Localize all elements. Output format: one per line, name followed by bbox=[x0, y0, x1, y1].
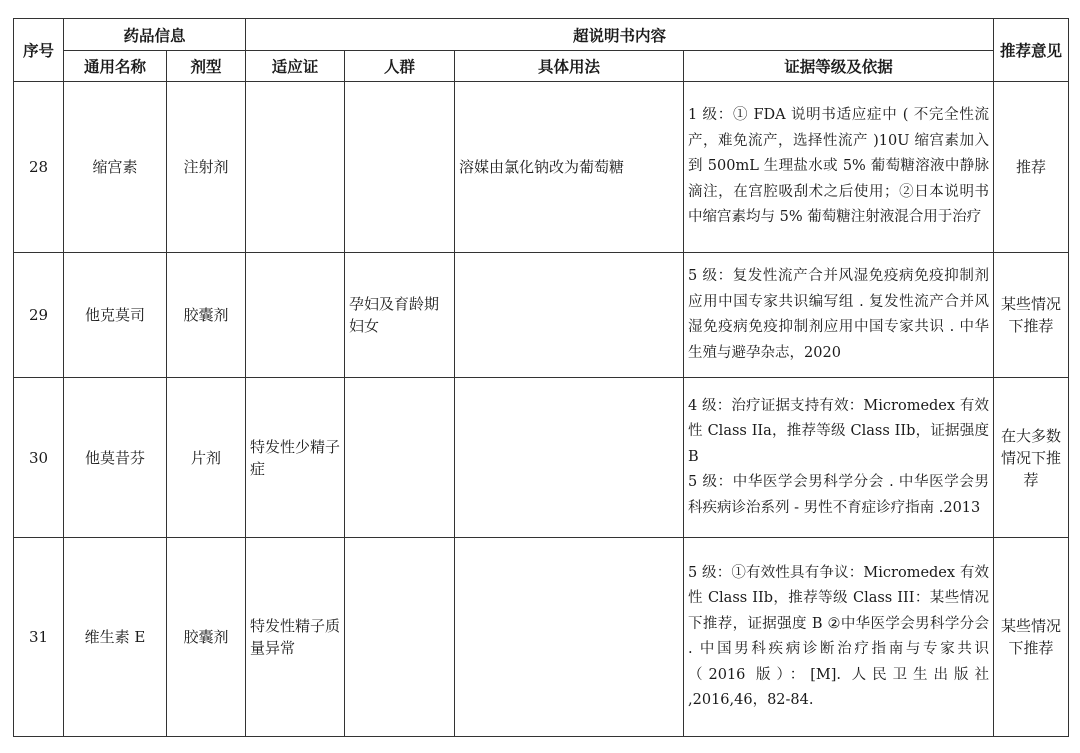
cell-form: 胶囊剂 bbox=[167, 538, 246, 737]
cell-seq: 30 bbox=[14, 378, 64, 538]
cell-recommendation: 某些情况下推荐 bbox=[994, 538, 1069, 737]
header-off-label: 超说明书内容 bbox=[246, 19, 994, 51]
cell-population: 孕妇及育龄期妇女 bbox=[345, 253, 455, 378]
cell-usage: 溶媒由氯化钠改为葡萄糖 bbox=[455, 82, 684, 253]
cell-evidence bbox=[684, 378, 994, 538]
cell-population bbox=[345, 82, 455, 253]
cell-indication bbox=[246, 253, 345, 378]
cell-evidence: 1 级：① FDA 说明书适应症中 ( 不完全性流产，难免流产，选择性流产 )10U 缩宫素加入到 500mL 生理盐水或 5% 葡萄糖溶液中静脉滴注，在宫腔吸刮术之后使用；②日本说明书中缩宫素均与 5% 葡萄糖注射液混合用于治疗 bbox=[684, 82, 994, 253]
table-row bbox=[14, 253, 1069, 378]
cell-form: 胶囊剂 bbox=[167, 253, 246, 378]
cell-population bbox=[345, 378, 455, 538]
cell-usage bbox=[455, 253, 684, 378]
header-seq: 序号 bbox=[14, 19, 64, 82]
cell-recommendation: 在大多数情况下推荐 bbox=[994, 378, 1069, 538]
header-usage: 具体用法 bbox=[455, 51, 684, 82]
cell-recommendation: 某些情况下推荐 bbox=[994, 253, 1069, 378]
cell-name: 缩宫素 bbox=[64, 82, 167, 253]
header-row-top bbox=[14, 19, 1069, 51]
cell-name: 他莫昔芬 bbox=[64, 378, 167, 538]
table-row bbox=[14, 538, 1069, 737]
table-row bbox=[14, 82, 1069, 253]
cell-recommendation: 推荐 bbox=[994, 82, 1069, 253]
header-indication: 适应证 bbox=[246, 51, 345, 82]
cell-indication: 特发性精子质量异常 bbox=[246, 538, 345, 737]
cell-form: 片剂 bbox=[167, 378, 246, 538]
header-generic-name: 通用名称 bbox=[64, 51, 167, 82]
header-drug-info: 药品信息 bbox=[64, 19, 246, 51]
cell-usage bbox=[455, 378, 684, 538]
header-evidence: 证据等级及依据 bbox=[684, 51, 994, 82]
cell-indication: 特发性少精子症 bbox=[246, 378, 345, 538]
drug-table bbox=[13, 18, 1069, 737]
cell-indication bbox=[246, 82, 345, 253]
cell-evidence: 5 级：复发性流产合并风湿免疫病免疫抑制剂应用中国专家共识编写组 . 复发性流产合并风湿免疫病免疫抑制剂应用中国专家共识 . 中华生殖与避孕杂志，2020 bbox=[684, 253, 994, 378]
cell-seq: 31 bbox=[14, 538, 64, 737]
evidence-line-1: 4 级：治疗证据支持有效：Micromedex 有效性 Class IIa，推荐等级 Class IIb，证据强度 B bbox=[688, 397, 990, 465]
evidence-line-2: 5 级：中华医学会男科学分会 . 中华医学会男科疾病诊治系列 - 男性不育症诊疗指南 .2013 bbox=[688, 474, 990, 516]
header-recommendation: 推荐意见 bbox=[994, 19, 1069, 82]
header-population: 人群 bbox=[345, 51, 455, 82]
cell-seq: 28 bbox=[14, 82, 64, 253]
header-dosage-form: 剂型 bbox=[167, 51, 246, 82]
cell-usage bbox=[455, 538, 684, 737]
cell-name: 他克莫司 bbox=[64, 253, 167, 378]
cell-population bbox=[345, 538, 455, 737]
cell-name: 维生素 E bbox=[64, 538, 167, 737]
cell-form: 注射剂 bbox=[167, 82, 246, 253]
table-row bbox=[14, 378, 1069, 538]
header-row-sub bbox=[14, 51, 1069, 82]
cell-evidence: 5 级：①有效性具有争议：Micromedex 有效性 Class IIb，推荐等级 Class III：某些情况下推荐，证据强度 B ②中华医学会男科学分会 . 中国男科疾病诊断治疗指南与专家共识（2016 版）：[M]. 人民卫生出版社 ,2016,46，82-84. bbox=[684, 538, 994, 737]
cell-seq: 29 bbox=[14, 253, 64, 378]
